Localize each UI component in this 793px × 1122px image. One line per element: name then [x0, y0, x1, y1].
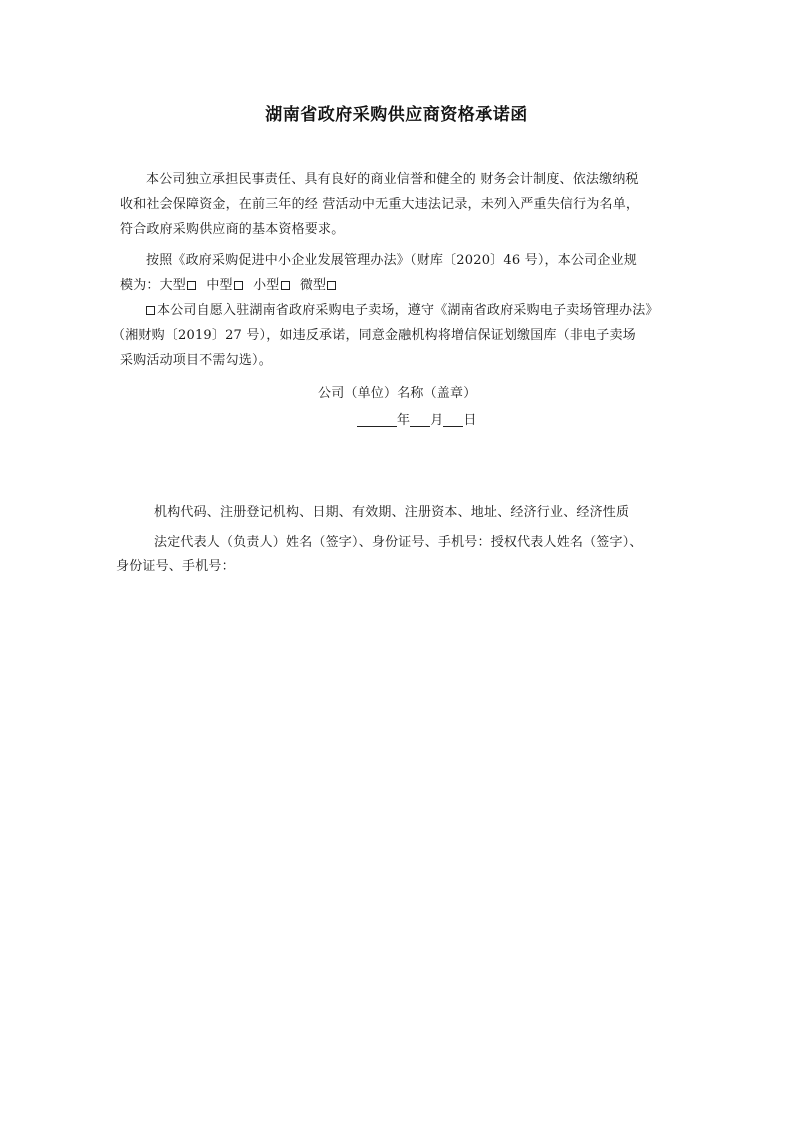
option-large-label: 大型: [159, 278, 187, 293]
company-seal-label: 公司（单位）名称（盖章）: [318, 386, 477, 401]
para3-line2: （湘财购〔2019〕27 号），如违反承诺，同意金融机构将增信保证划缴国库（非电子卖场: [112, 328, 636, 343]
year-blank[interactable]: [357, 413, 397, 427]
date-line: [357, 412, 477, 430]
para1-line1: 本公司独立承担民事责任、具有良好的商业信誉和健全的 财务会计制度、依法缴纳税: [146, 172, 639, 187]
para3-line3: 采购活动项目不需勾选）。: [120, 353, 272, 368]
document-title: 湖南省政府采购供应商资格承诺函: [265, 105, 528, 125]
month-blank[interactable]: [410, 413, 430, 427]
para2-line1: 按照《政府采购促进中小企业发展管理办法》（财库〔2020〕46 号），本公司企业规: [146, 253, 637, 268]
month-label: 月: [430, 413, 444, 428]
e-mall-checkbox[interactable]: [146, 306, 155, 315]
para3-line1: [146, 302, 659, 320]
option-medium-checkbox[interactable]: [234, 281, 243, 290]
info-line1: 机构代码、注册登记机构、日期、有效期、注册资本、地址、经济行业、经济性质: [154, 505, 630, 520]
info-line3: 身份证号、手机号：: [116, 559, 235, 574]
option-micro-checkbox[interactable]: [327, 281, 336, 290]
option-small-checkbox[interactable]: [281, 281, 290, 290]
day-blank[interactable]: [443, 413, 463, 427]
info-line2: 法定代表人（负责人）姓名（签字）、身份证号、手机号：授权代表人姓名（签字）、: [154, 535, 643, 550]
para3-line1-text: 本公司自愿入驻湖南省政府采购电子卖场，遵守《湖南省政府采购电子卖场管理办法》: [157, 303, 659, 318]
enterprise-size-row: [120, 277, 338, 295]
option-small-label: 小型: [253, 278, 280, 293]
year-label: 年: [397, 413, 411, 428]
day-label: 日: [463, 413, 477, 428]
para1-line2: 收和社会保障资金，在前三年的经 营活动中无重大违法记录，未列入严重失信行为名单，: [120, 197, 640, 212]
option-medium-label: 中型: [206, 278, 233, 293]
enterprise-size-prefix: 模为：: [120, 278, 160, 293]
option-micro-label: 微型: [299, 278, 327, 293]
para1-line3: 符合政府采购供应商的基本资格要求。: [120, 222, 345, 237]
option-large-checkbox[interactable]: [187, 281, 196, 290]
